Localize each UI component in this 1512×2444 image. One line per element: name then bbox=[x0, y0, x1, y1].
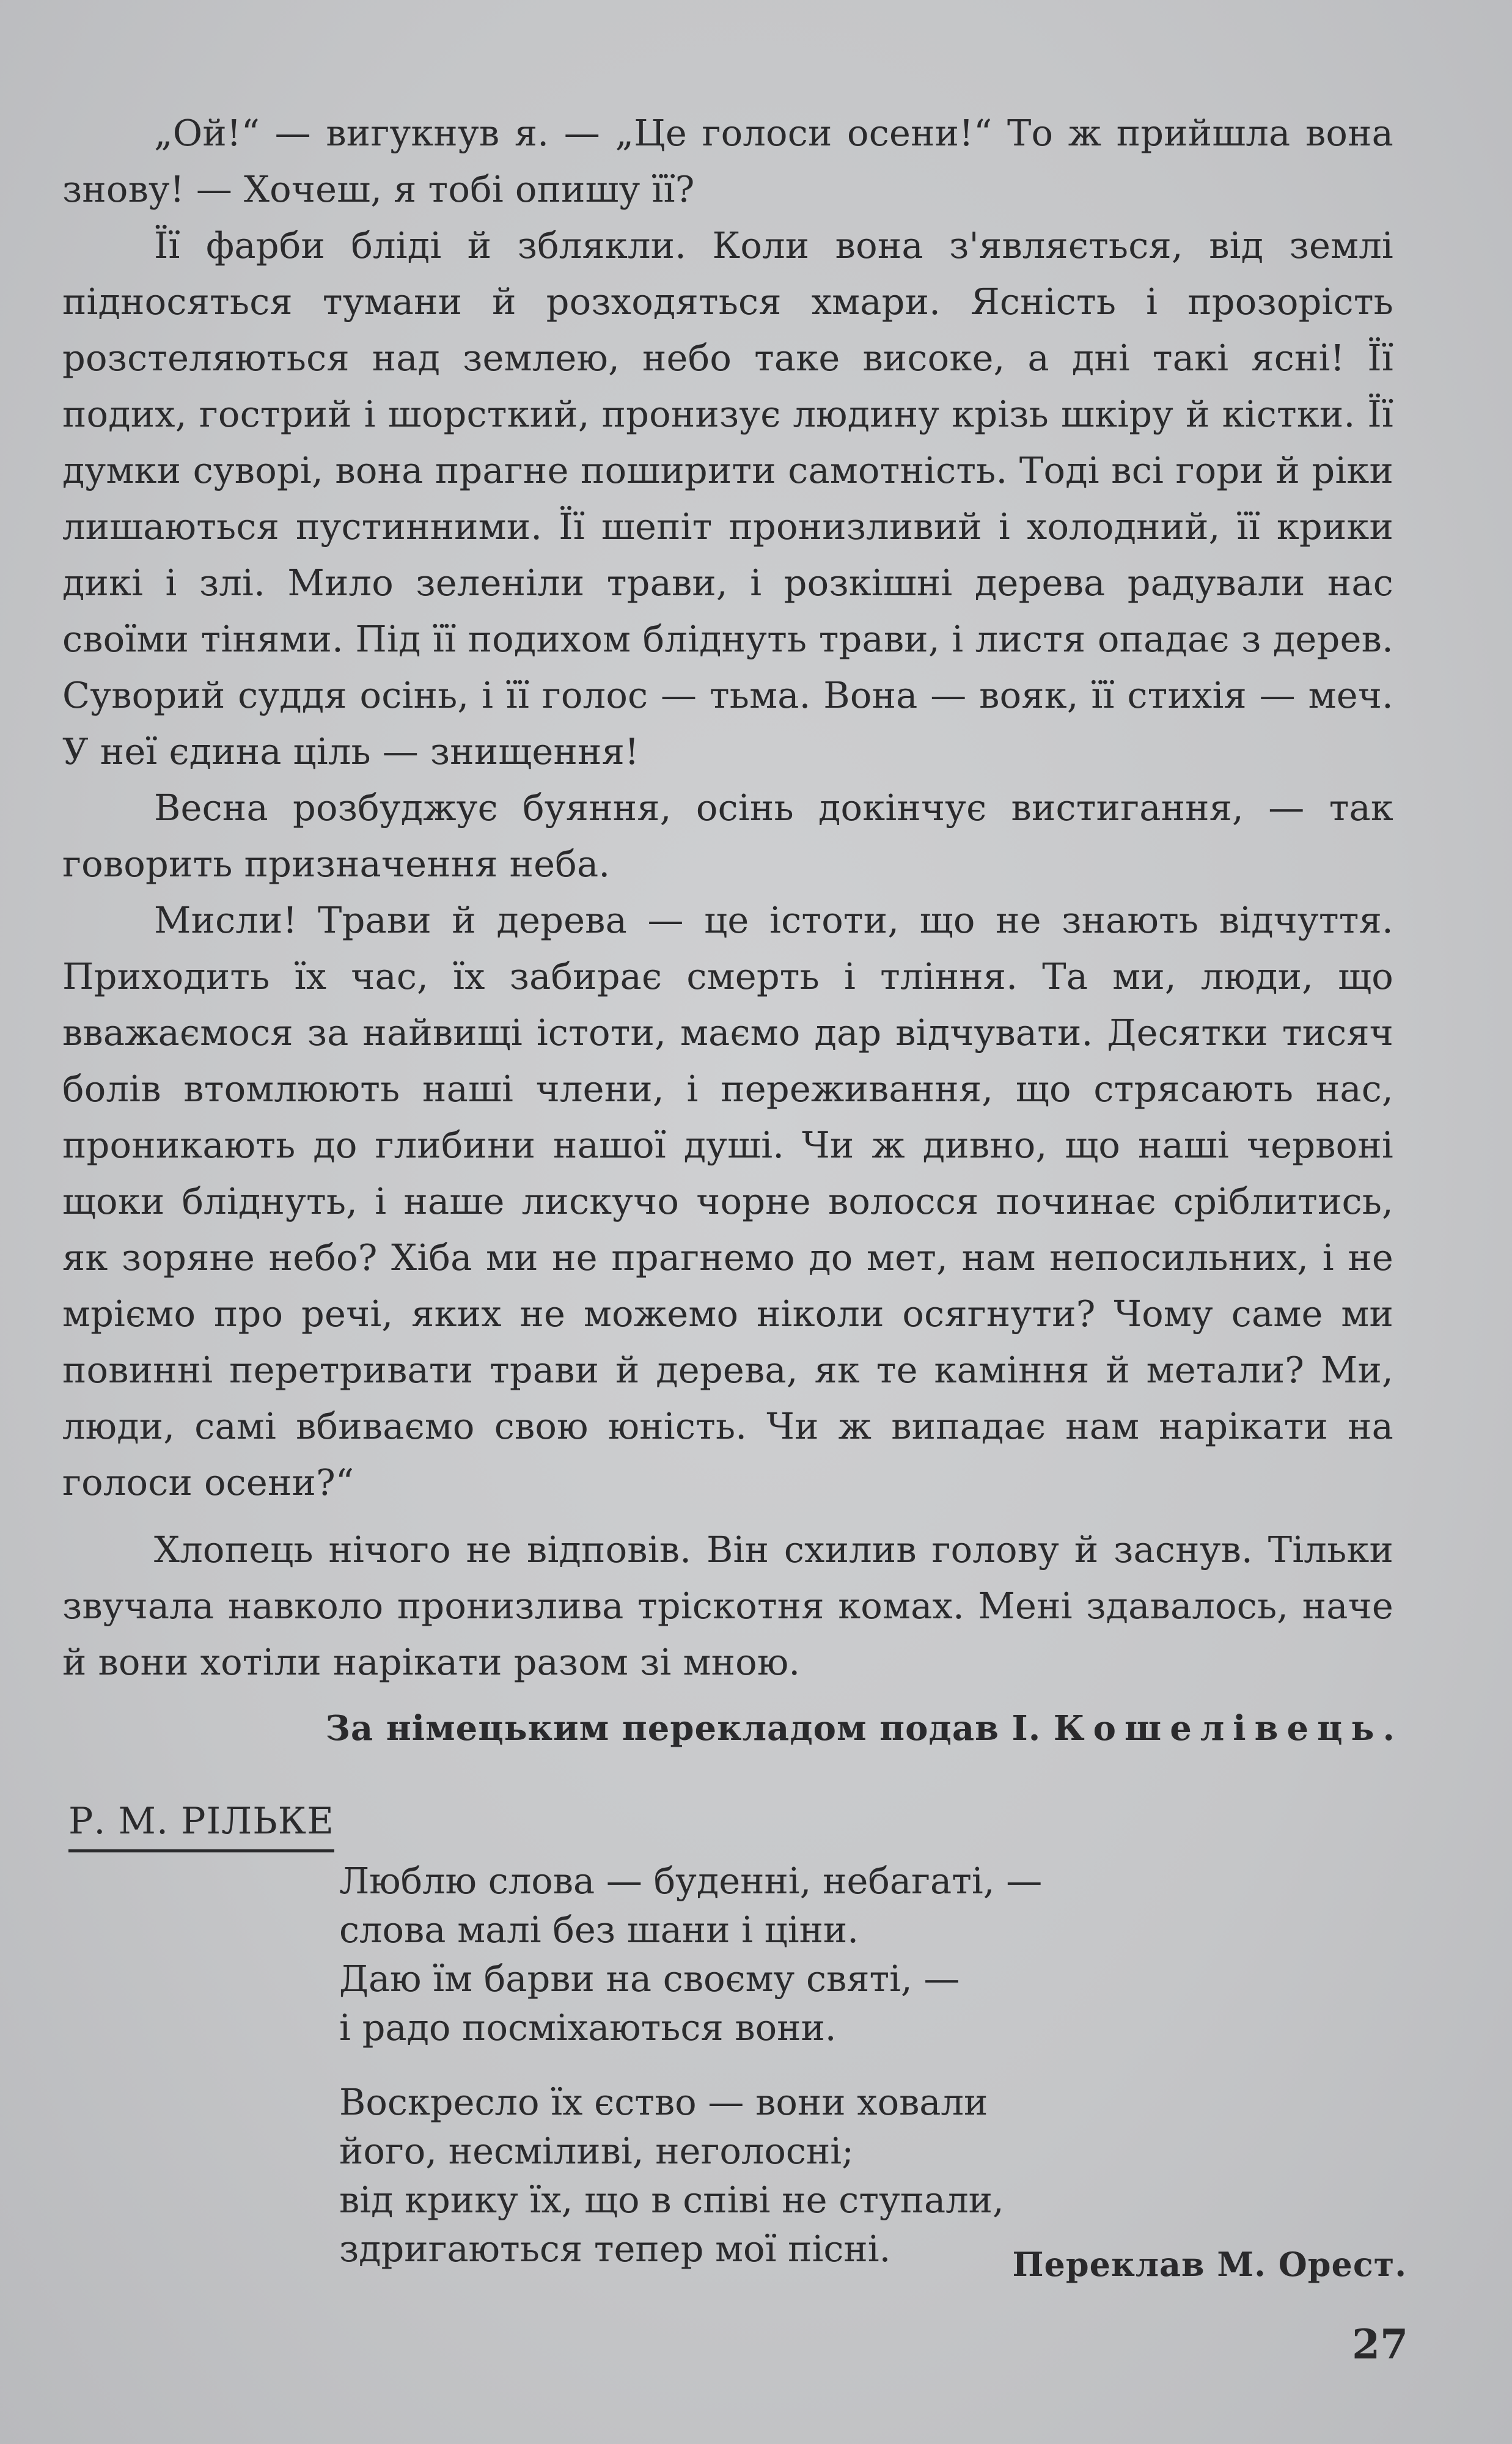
stanza bbox=[339, 2078, 1042, 2273]
poem-author: Р. М. РІЛЬКЕ bbox=[68, 1797, 334, 1852]
poem-line: здригаються тепер мої пісні. bbox=[339, 2228, 891, 2270]
prose-text bbox=[62, 105, 1393, 1690]
credit-name: Кошелівець. bbox=[1053, 1708, 1403, 1749]
page-number: 27 bbox=[1352, 2321, 1408, 2368]
poem-translator: Переклав М. Орест. bbox=[1012, 2245, 1407, 2284]
translation-credit bbox=[326, 1700, 1403, 1756]
stanza bbox=[339, 1857, 1042, 2052]
poem-line: Даю їм барви на своєму святі, — bbox=[339, 1958, 960, 2000]
paragraph: „Ой!“ — вигукнув я. — „Це голоси осени!“ То ж прийшла вона знову! — Хочеш, я тобі опишу її? bbox=[62, 112, 1393, 210]
poem-line: Люблю слова — буденні, небагаті, — bbox=[339, 1860, 1043, 1902]
paragraph: Весна розбуджує буяння, осінь докінчує вистигання, — так говорить призначення неба. bbox=[62, 787, 1393, 885]
poem-line: Воскресло їх єство — вони ховали bbox=[339, 2081, 988, 2123]
paragraph: Її фарби бліді й зблякли. Коли вона з'являється, від землі підносяться тумани й розходяться хмари. Ясність і прозорість розстеляються над землею, небо таке високе, а дні такі ясні! Її подих, гострий і шорсткий, пронизує людину крізь шкіру й кістки. Її думки суворі, вона прагне поширити самотність. Тоді всі гори й ріки лишаються пустинними. Її шепіт пронизливий і холодний, її крики дикі і злі. Мило зеленіли трави, і розкішні дерева радували нас своїми тінями. Під її подихом бліднуть трави, і листя опадає з дерев. Суворий суддя осінь, і її голос — тьма. Вона — вояк, її стихія — меч. У неї єдина ціль — знищення! bbox=[62, 224, 1393, 772]
paragraph: Хлопець нічого не відповів. Він схилив голову й заснув. Тільки звучала навколо пронизлива тріскотня комах. Мені здавалось, наче й вони хотіли нарікати разом зі мною. bbox=[62, 1528, 1393, 1683]
poem-line: від крику їх, що в співі не ступали, bbox=[339, 2179, 1004, 2221]
credit-prefix: За німецьким перекладом подав І. bbox=[325, 1708, 1041, 1749]
poem-line: слова малі без шани і ціни. bbox=[339, 1909, 859, 1951]
poem bbox=[339, 1857, 1042, 2273]
poem-line: і радо посміхаються вони. bbox=[339, 2006, 837, 2049]
paragraph: Мисли! Трави й дерева — це істоти, що не знають відчуття. Приходить їх час, їх забирає смерть і тління. Та ми, люди, що вважаємося за найвищі істоти, маємо дар відчувати. Десятки тисяч болів втомлюють наші члени, і переживання, що стрясають нас, проникають до глибини нашої душі. Чи ж дивно, що наші червоні щоки бліднуть, і наше лискучо чорне волосся починає сріблитись, як зоряне небо? Хіба ми не прагнемо до мет, нам непосильних, і не мріємо про речі, яких не можемо ніколи осягнути? Чому саме ми повинні перетривати трави й дерева, як те каміння й метали? Ми, люди, самі вбиваємо свою юність. Чи ж випадає нам нарікати на голоси осени?“ bbox=[62, 899, 1393, 1503]
poem-line: його, несміливі, неголосні; bbox=[339, 2130, 854, 2172]
